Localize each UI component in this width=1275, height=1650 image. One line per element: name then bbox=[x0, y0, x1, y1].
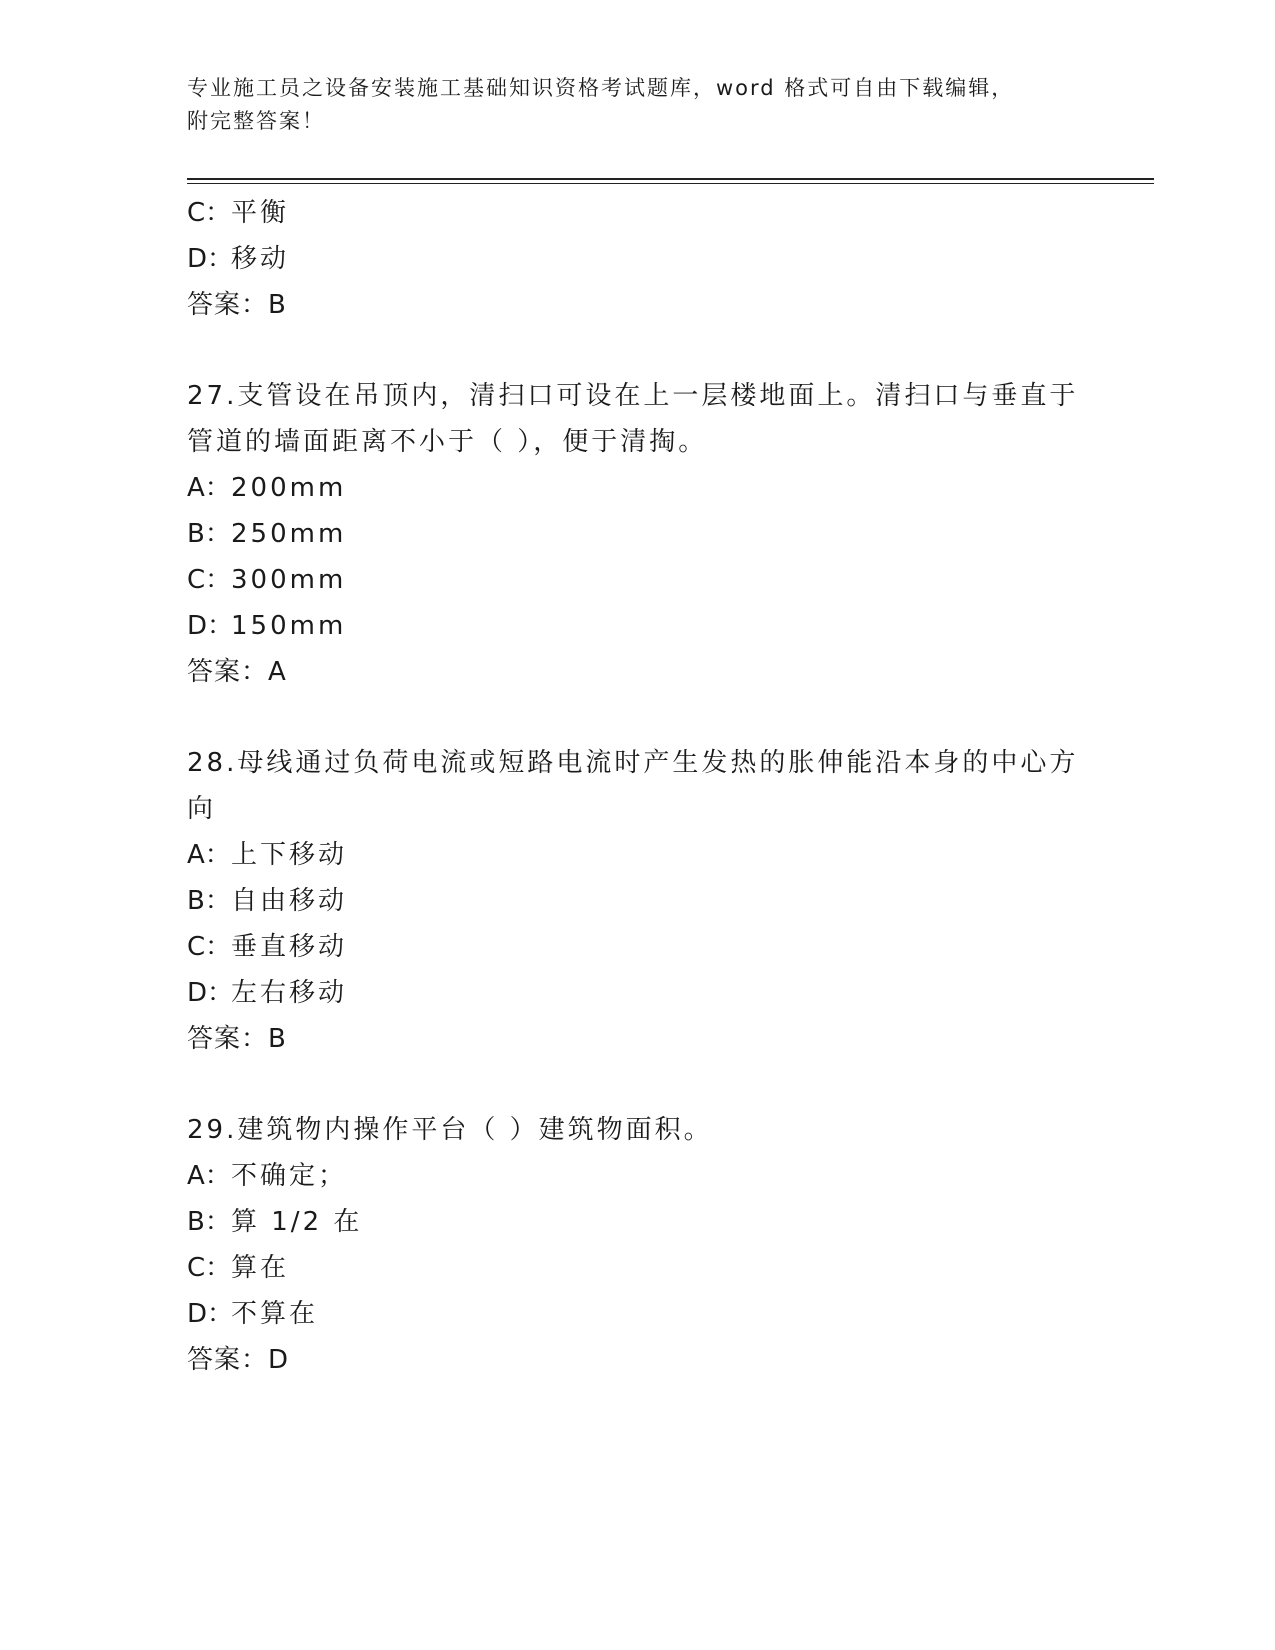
option-key: C： bbox=[187, 565, 232, 595]
option-key: D： bbox=[187, 244, 234, 274]
option-text: 算 1/2 在 bbox=[231, 1207, 363, 1237]
option-key: C： bbox=[187, 932, 232, 962]
option-c bbox=[187, 190, 1087, 236]
option-text: 移动 bbox=[231, 244, 290, 274]
option-text: 上下移动 bbox=[231, 840, 348, 870]
option-text: 200mm bbox=[231, 473, 347, 503]
answer-line: 答案：D bbox=[187, 1345, 290, 1375]
answer-line: 答案：A bbox=[187, 657, 287, 687]
option-key: C： bbox=[187, 1253, 232, 1283]
question-stem-line: 向 bbox=[187, 794, 217, 824]
option-d bbox=[187, 970, 1087, 1016]
answer-line: 答案：B bbox=[187, 290, 287, 320]
option-d bbox=[187, 1291, 1087, 1337]
option-key: C： bbox=[187, 198, 232, 228]
option-key: A： bbox=[187, 473, 231, 503]
option-d bbox=[187, 603, 1087, 649]
option-d bbox=[187, 236, 1087, 282]
option-c bbox=[187, 557, 1087, 603]
option-text: 250mm bbox=[231, 519, 347, 549]
header-divider bbox=[187, 178, 1154, 180]
option-text: 平衡 bbox=[231, 198, 290, 228]
option-key: D： bbox=[187, 611, 234, 641]
option-text: 左右移动 bbox=[231, 978, 348, 1008]
carryover-block bbox=[187, 190, 1087, 328]
option-text: 垂直移动 bbox=[231, 932, 348, 962]
option-key: B： bbox=[187, 519, 231, 549]
option-text: 不确定； bbox=[231, 1161, 348, 1191]
option-key: B： bbox=[187, 1207, 231, 1237]
option-text: 不算在 bbox=[231, 1299, 319, 1329]
option-a bbox=[187, 832, 1087, 878]
question-stem-line: 28.母线通过负荷电流或短路电流时产生发热的胀伸能沿本身的中心方 bbox=[187, 748, 1079, 778]
question-stem-line: 管道的墙面距离不小于（ ），便于清掏。 bbox=[187, 427, 708, 457]
header-divider-thin bbox=[187, 183, 1154, 184]
option-key: D： bbox=[187, 1299, 234, 1329]
question-list bbox=[187, 190, 1087, 1383]
question-stem-line: 29.建筑物内操作平台（ ）建筑物面积。 bbox=[187, 1115, 713, 1145]
option-key: B： bbox=[187, 886, 231, 916]
document-header bbox=[187, 72, 1087, 138]
header-line-2: 附完整答案！ bbox=[187, 109, 325, 133]
option-b bbox=[187, 878, 1087, 924]
option-text: 150mm bbox=[231, 611, 347, 641]
option-a bbox=[187, 465, 1087, 511]
option-b bbox=[187, 1199, 1087, 1245]
option-text: 算在 bbox=[231, 1253, 290, 1283]
option-c bbox=[187, 1245, 1087, 1291]
header-line-1: 专业施工员之设备安装施工基础知识资格考试题库，word 格式可自由下载编辑， bbox=[187, 76, 1015, 100]
question-27 bbox=[187, 373, 1087, 695]
option-key: A： bbox=[187, 1161, 231, 1191]
option-key: D： bbox=[187, 978, 234, 1008]
answer-line: 答案：B bbox=[187, 1024, 287, 1054]
option-b bbox=[187, 511, 1087, 557]
question-28 bbox=[187, 740, 1087, 1062]
option-key: A： bbox=[187, 840, 231, 870]
option-text: 300mm bbox=[231, 565, 347, 595]
question-stem-line: 27.支管设在吊顶内，清扫口可设在上一层楼地面上。清扫口与垂直于 bbox=[187, 381, 1079, 411]
option-c bbox=[187, 924, 1087, 970]
option-a bbox=[187, 1153, 1087, 1199]
question-29 bbox=[187, 1107, 1087, 1383]
option-text: 自由移动 bbox=[231, 886, 348, 916]
